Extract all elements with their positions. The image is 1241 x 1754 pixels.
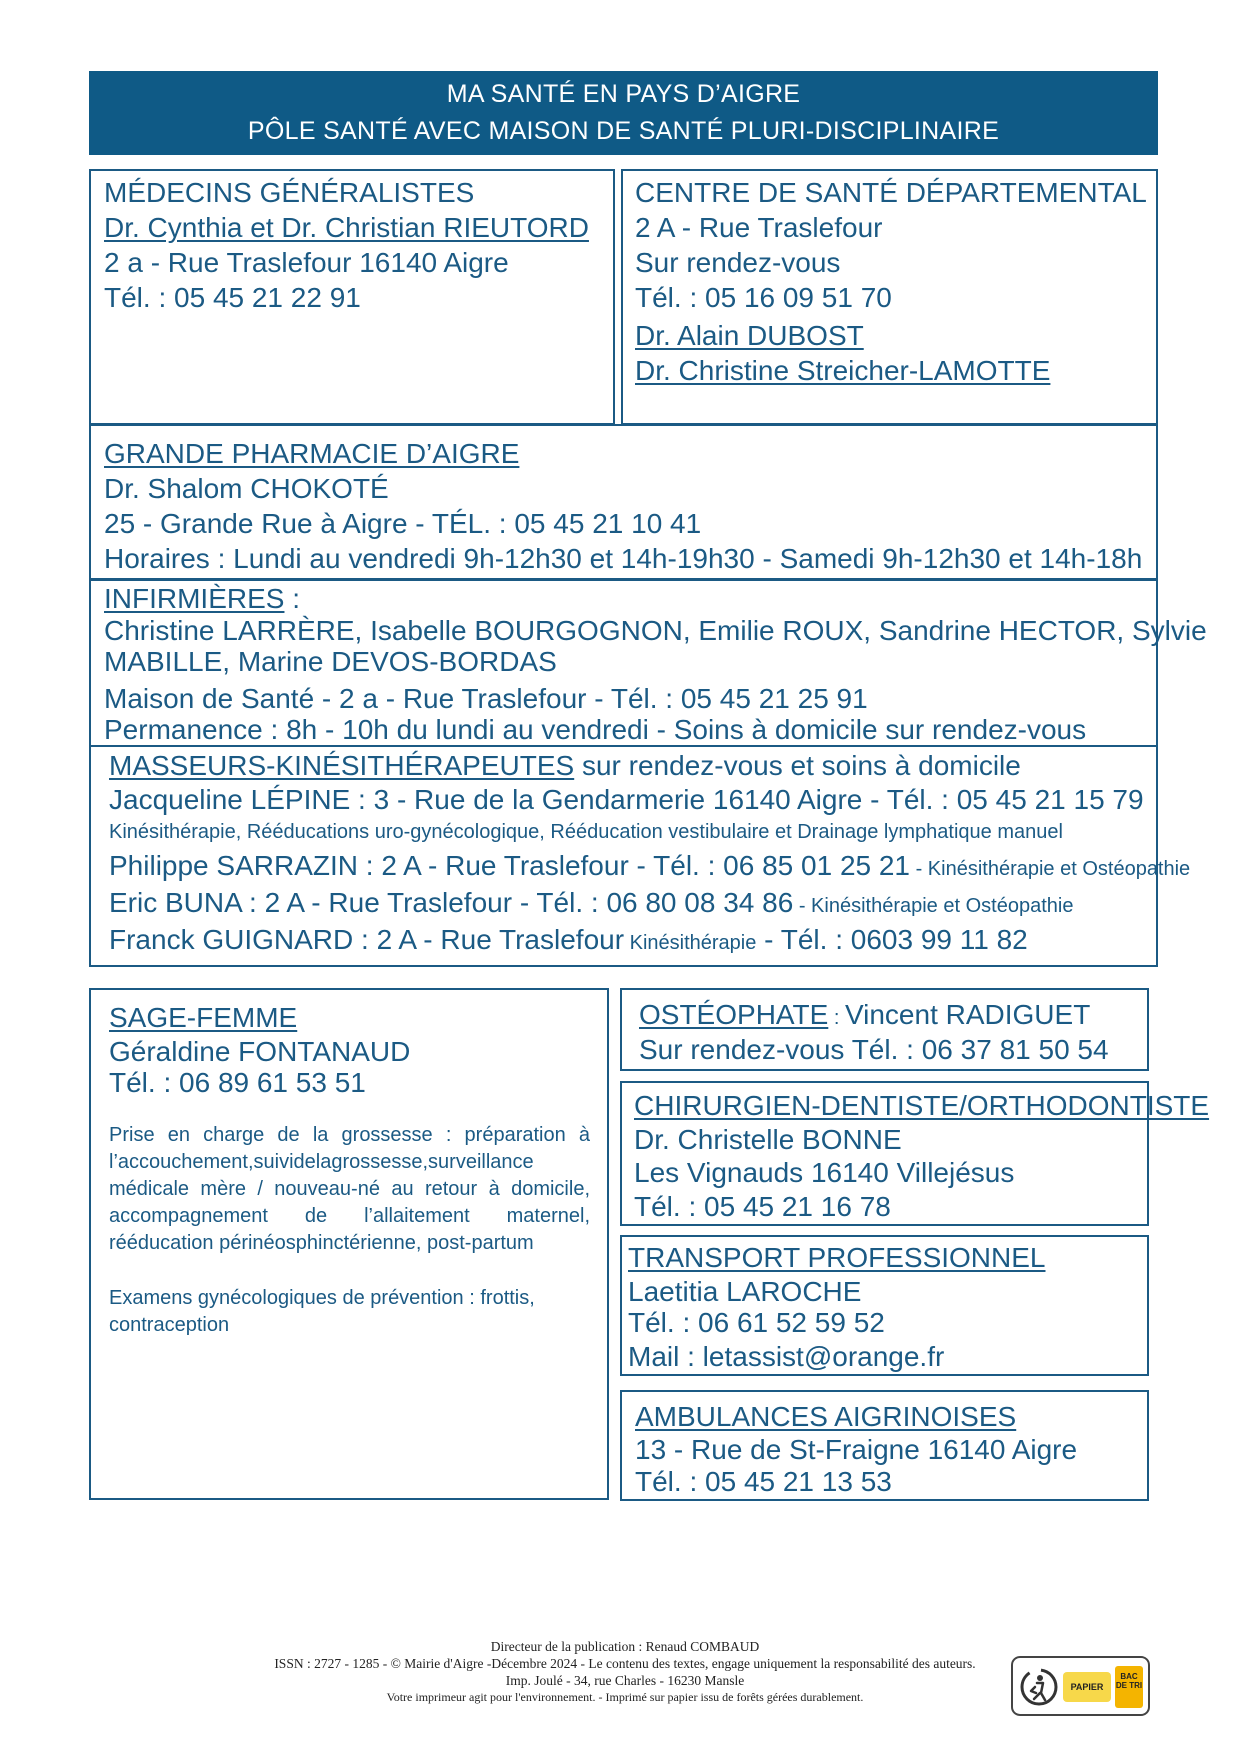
sagefemme-name: Géraldine FONTANAUD <box>109 1036 411 1067</box>
medecins-phone: Tél. : 05 45 21 22 91 <box>104 282 361 313</box>
dentiste-phone: Tél. : 05 45 21 16 78 <box>634 1191 891 1222</box>
header-title: MA SANTÉ EN PAYS D’AIGRE <box>446 80 801 108</box>
transport-title: TRANSPORT PROFESSIONNEL <box>628 1242 1046 1273</box>
kine-practitioner-4 <box>109 923 1156 960</box>
kine-practitioner-2-text: Philippe SARRAZIN : 2 A - Rue Traslefour - Tél. : 06 85 01 25 21 <box>109 850 911 881</box>
sagefemme-title: SAGE-FEMME <box>109 1002 298 1033</box>
footer-printer: Imp. Joulé - 34, rue Charles - 16230 Mansle <box>505 1673 745 1688</box>
kine-practitioner-1: Jacqueline LÉPINE : 3 - Rue de la Gendarmerie 16140 Aigre - Tél. : 05 45 21 15 79 <box>109 784 1144 815</box>
sagefemme-phone: Tél. : 06 89 61 53 51 <box>109 1067 366 1098</box>
kine-practitioner-3 <box>109 886 1156 923</box>
kine-title: MASSEURS-KINÉSITHÉRAPEUTES <box>109 750 575 781</box>
infirmieres-heading <box>104 583 1156 615</box>
centre-doctor-2: Dr. Christine Streicher-LAMOTTE <box>635 355 1051 386</box>
centre-appointment: Sur rendez-vous <box>635 247 841 278</box>
centre-title: CENTRE DE SANTÉ DÉPARTEMENTAL <box>635 177 1147 208</box>
recycling-logo <box>1011 1656 1150 1716</box>
footer-issn: ISSN : 2727 - 1285 - © Mairie d'Aigre -Décembre 2024 - Le contenu des textes, engage uniquement la responsabilité des auteurs. <box>274 1656 976 1671</box>
dentiste-address: Les Vignauds 16140 Villejésus <box>634 1157 1015 1188</box>
kine-practitioner-3-text: Eric BUNA : 2 A - Rue Traslefour - Tél. : 06 80 08 34 86 <box>109 887 794 918</box>
infirmieres-title-suffix: : <box>284 583 301 614</box>
kine-practitioner-2-specialties: - Kinésithérapie et Ostéopathie <box>910 858 1191 880</box>
osteopathe-box <box>620 988 1149 1071</box>
infirmieres-names-1: Christine LARRÈRE, Isabelle BOURGOGNON, Emilie ROUX, Sandrine HECTOR, Sylvie <box>104 615 1207 646</box>
kine-practitioner-1-specialties: Kinésithérapie, Rééducations uro-gynécologique, Rééducation vestibulaire et Drainage lymphatique manuel <box>109 821 1063 843</box>
transport-box <box>620 1235 1149 1376</box>
kine-title-suffix: sur rendez-vous et soins à domicile <box>574 750 1021 781</box>
osteopathe-heading <box>639 998 1147 1035</box>
dentiste-name: Dr. Christelle BONNE <box>634 1124 902 1155</box>
centre-box <box>621 169 1158 425</box>
transport-phone: Tél. : 06 61 52 59 52 <box>628 1307 885 1338</box>
transport-name: Laetitia LAROCHE <box>628 1276 862 1307</box>
medecins-box <box>89 169 615 425</box>
paper-label: PAPIER <box>1063 1672 1111 1702</box>
pharmacie-box <box>89 424 1158 580</box>
medecins-title: MÉDECINS GÉNÉRALISTES <box>104 177 475 208</box>
kine-heading <box>109 749 1156 783</box>
infirmieres-title: INFIRMIÈRES <box>104 583 285 614</box>
kine-practitioner-3-specialties: - Kinésithérapie et Ostéopathie <box>793 895 1074 917</box>
osteopathe-title-suffix: : <box>828 1007 845 1029</box>
sagefemme-description: Prise en charge de la grossesse : préparation à l’accouchement,suividelagrossesse,surveillance médicale mère / nouveau-né au retour à domicile, accompagnement de l’allaitement maternel, rééducation périnéosphinctérienne, post-partum <box>109 1124 590 1254</box>
centre-doctor-1: Dr. Alain DUBOST <box>635 320 864 351</box>
osteopathe-title: OSTÉOPHATE <box>639 999 829 1030</box>
ambulances-box <box>620 1390 1149 1501</box>
osteopathe-details: Sur rendez-vous Tél. : 06 37 81 50 54 <box>639 1034 1109 1065</box>
dentiste-title: CHIRURGIEN-DENTISTE/ORTHODONTISTE <box>634 1090 1210 1121</box>
kine-practitioner-4-text: Franck GUIGNARD : 2 A - Rue Traslefour <box>109 924 625 955</box>
footer-environment: Votre imprimeur agit pour l'environnement. - Imprimé sur papier issu de forêts gérées durablement. <box>386 1690 864 1704</box>
transport-mail: Mail : letassist@orange.fr <box>628 1341 945 1372</box>
pharmacie-title: GRANDE PHARMACIE D’AIGRE <box>104 438 520 469</box>
kine-box <box>89 745 1191 967</box>
dentiste-box <box>620 1081 1210 1226</box>
header-subtitle: PÔLE SANTÉ AVEC MAISON DE SANTÉ PLURI-DISCIPLINAIRE <box>247 117 1000 145</box>
ambulances-address: 13 - Rue de St-Fraigne 16140 Aigre <box>635 1434 1078 1465</box>
ambulances-phone: Tél. : 05 45 21 13 53 <box>635 1466 892 1497</box>
sagefemme-box <box>89 988 609 1500</box>
sagefemme-exams: Examens gynécologiques de prévention : frottis, contraception <box>109 1287 535 1336</box>
pharmacie-address-phone: 25 - Grande Rue à Aigre - TÉL. : 05 45 21 10 41 <box>104 508 702 539</box>
recycle-person-icon <box>1019 1665 1059 1709</box>
medecins-doctors: Dr. Cynthia et Dr. Christian RIEUTORD <box>104 212 589 243</box>
infirmieres-permanence: Permanence : 8h - 10h du lundi au vendredi - Soins à domicile sur rendez-vous <box>104 714 1087 745</box>
infirmieres-address: Maison de Santé - 2 a - Rue Traslefour - Tél. : 05 45 21 25 91 <box>104 683 868 714</box>
osteopathe-name: Vincent RADIGUET <box>844 999 1091 1030</box>
kine-practitioner-4-phone: - Tél. : 0603 99 11 82 <box>756 924 1028 955</box>
footer-publication-director: Directeur de la publication : Renaud COMBAUD <box>490 1639 760 1654</box>
infirmieres-names-2: MABILLE, Marine DEVOS-BORDAS <box>104 646 557 677</box>
medecins-address: 2 a - Rue Traslefour 16140 Aigre <box>104 247 509 278</box>
recycling-bin-icon: BAC DE TRI <box>1115 1666 1143 1708</box>
ambulances-title: AMBULANCES AIGRINOISES <box>635 1401 1017 1432</box>
pharmacie-pharmacist: Dr. Shalom CHOKOTÉ <box>104 473 389 504</box>
kine-practitioner-2 <box>109 849 1191 886</box>
header-banner <box>89 71 1158 155</box>
centre-phone: Tél. : 05 16 09 51 70 <box>635 282 892 313</box>
centre-address: 2 A - Rue Traslefour <box>635 212 883 243</box>
infirmieres-box <box>89 579 1207 747</box>
kine-practitioner-4-specialty: Kinésithérapie <box>624 932 757 954</box>
footer <box>230 1638 1020 1706</box>
pharmacie-hours: Horaires : Lundi au vendredi 9h-12h30 et 14h-19h30 - Samedi 9h-12h30 et 14h-18h <box>104 543 1143 574</box>
